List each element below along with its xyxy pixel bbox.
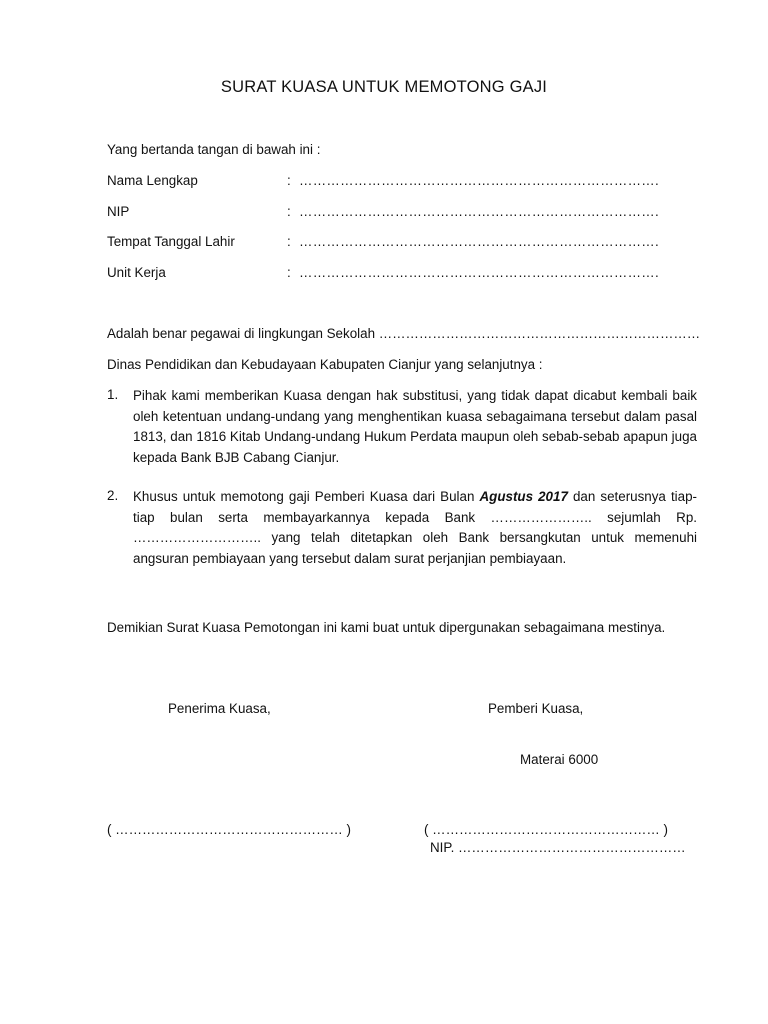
item-text-part: Khusus untuk memotong gaji Pemberi Kuasa dari Bulan xyxy=(133,489,480,504)
stamp-label: Materai 6000 xyxy=(520,752,599,767)
field-value: ……………………………………………………………………. xyxy=(299,204,659,219)
receiver-label: Penerima Kuasa, xyxy=(168,701,271,716)
giver-label: Pemberi Kuasa, xyxy=(488,701,584,716)
field-label: Unit Kerja xyxy=(107,265,166,280)
receiver-name-line: ( …………………………………………… ) xyxy=(107,822,351,837)
statement-line: Dinas Pendidikan dan Kebudayaan Kabupaten Cianjur yang selanjutnya : xyxy=(107,357,543,372)
field-colon: : xyxy=(287,265,291,280)
closing-paragraph: Demikian Surat Kuasa Pemotongan ini kami buat untuk dipergunakan sebagaimana mestinya. xyxy=(107,620,666,635)
field-colon: : xyxy=(287,204,291,219)
field-value: ……………………………………………………………………. xyxy=(299,265,659,280)
nip-line: NIP. …………………………………………… xyxy=(430,840,686,855)
giver-name-line: ( …………………………………………… ) xyxy=(424,822,668,837)
field-colon: : xyxy=(287,234,291,249)
field-value: ……………………………………………………………………. xyxy=(299,234,659,249)
item-number: 2. xyxy=(107,488,119,503)
document-title: SURAT KUASA UNTUK MEMOTONG GAJI xyxy=(220,78,548,96)
month-year-emphasis: Agustus 2017 xyxy=(479,489,568,504)
field-colon: : xyxy=(287,173,291,188)
item-text xyxy=(133,487,697,569)
field-value: ……………………………………………………………………. xyxy=(299,173,659,188)
item-text: Pihak kami memberikan Kuasa dengan hak substitusi, yang tidak dapat dicabut kembali baik oleh ketentuan undang-undang yang menghentikan kuasa sebagaimana tersebut dalam pasal 1813, dan 1816 Kitab Undang-undang Hukum Perdata maupun oleh sebab-sebab apapun juga kepada Bank BJB Cabang Cianjur. xyxy=(133,388,697,465)
field-label: Tempat Tanggal Lahir xyxy=(107,234,235,249)
field-label: NIP xyxy=(107,204,130,219)
item-number: 1. xyxy=(107,387,119,402)
intro-text: Yang bertanda tangan di bawah ini : xyxy=(107,142,321,157)
statement-line: Adalah benar pegawai di lingkungan Sekolah ……………………………………………………………… xyxy=(107,326,701,341)
field-label: Nama Lengkap xyxy=(107,173,198,188)
item-text-part: dan seterusnya tiap-tiap bulan serta membayarkannya kepada Bank ………………….. sejumlah Rp. ……………………….. yang telah ditetapkan oleh Bank bersangkutan untuk memenuhi angsuran pembiayaan yang tersebut dalam surat perjanjian pembiayaan. xyxy=(133,489,697,566)
